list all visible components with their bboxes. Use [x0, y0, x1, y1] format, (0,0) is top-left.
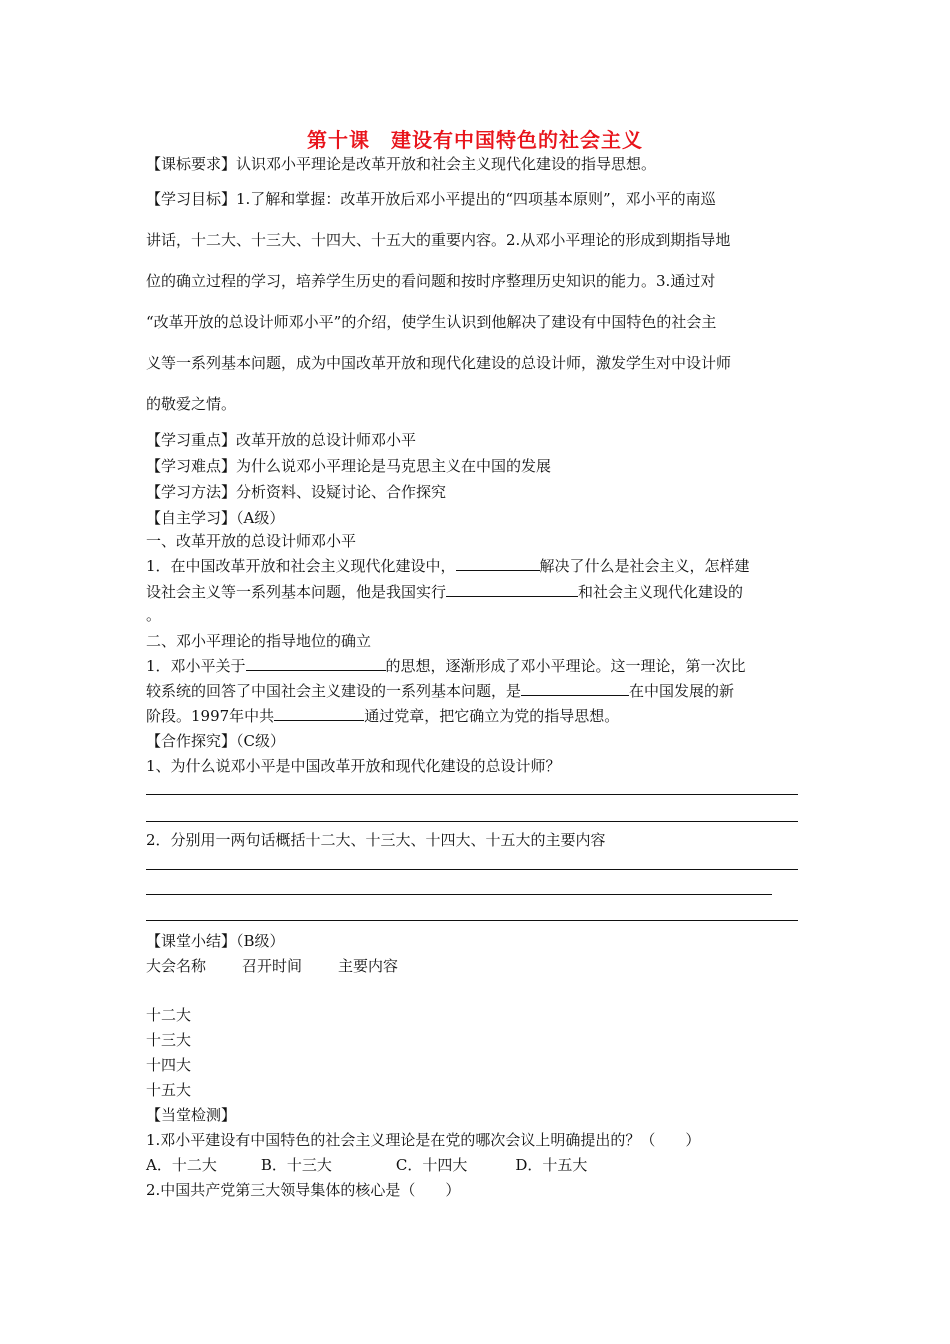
summary-row-1: 十二大: [146, 1006, 192, 1024]
coop-heading: 【合作探究】（C级）: [146, 732, 285, 750]
summary-row-2: 十三大: [146, 1031, 192, 1049]
section1-heading: 一、改革开放的总设计师邓小平: [146, 532, 357, 550]
answer-line-3[interactable]: [146, 869, 798, 870]
objectives-line-5: 义等一系列基本问题，成为中国改革开放和现代化建设的总设计师，激发学生对中设计师: [146, 354, 732, 372]
section2-line-2: [146, 680, 734, 701]
coop-question-1: 1、为什么说邓小平是中国改革开放和现代化建设的总设计师？: [146, 757, 561, 775]
fill-blank-5[interactable]: [274, 706, 364, 721]
objectives-line-3: 位的确立过程的学习，培养学生历史的看问题和按时序整理历史知识的能力。3.通过对: [146, 272, 716, 290]
summary-row-3: 十四大: [146, 1056, 192, 1074]
summary-col-content: 主要内容: [338, 957, 399, 975]
test-question-1: 1.邓小平建设有中国特色的社会主义理论是在党的哪次会议上明确提出的？（ ）: [146, 1131, 701, 1149]
fill-blank-2[interactable]: [446, 582, 578, 597]
section2-l3a: 阶段。1997年中共: [146, 707, 275, 725]
section1-line-2: [146, 581, 743, 602]
answer-line-5[interactable]: [146, 920, 798, 921]
section1-l2a: 设社会主义等一系列基本问题，他是我国实行: [146, 583, 447, 601]
summary-row-4: 十五大: [146, 1081, 192, 1099]
section2-l1a: 1．邓小平关于: [146, 657, 246, 675]
section2-l1b: 的思想，逐渐形成了邓小平理论。这一理论，第一次比: [385, 657, 746, 675]
section2-heading: 二、邓小平理论的指导地位的确立: [146, 632, 372, 650]
test-question-2: 2.中国共产党第三大领导集体的核心是（ ）: [146, 1181, 461, 1199]
study-difficulty: 【学习难点】为什么说邓小平理论是马克思主义在中国的发展: [146, 457, 552, 475]
test-options: [146, 1154, 587, 1175]
section2-l2a: 较系统的回答了中国社会主义建设的一系列基本问题，是: [146, 682, 522, 700]
summary-heading: 【课堂小结】（B级）: [146, 932, 285, 950]
objectives-line-4: “改革开放的总设计师邓小平”的介绍，使学生认识到他解决了建设有中国特色的社会主: [146, 313, 717, 331]
answer-line-2[interactable]: [146, 821, 798, 822]
summary-col-name: 大会名称: [146, 957, 207, 975]
answer-line-1[interactable]: [146, 794, 798, 795]
section1-l2b: 和社会主义现代化建设的: [578, 583, 744, 601]
course-requirement: 【课标要求】认识邓小平理论是改革开放和社会主义现代化建设的指导思想。: [146, 155, 657, 173]
section1-l1b: 解决了什么是社会主义，怎样建: [539, 557, 750, 575]
section1-line-3: 。: [146, 606, 162, 624]
option-b[interactable]: B．十三大: [260, 1156, 332, 1174]
option-d[interactable]: D．十五大: [515, 1156, 588, 1174]
option-c[interactable]: C．十四大: [395, 1156, 468, 1174]
coop-question-2: 2．分别用一两句话概括十二大、十三大、十四大、十五大的主要内容: [146, 831, 606, 849]
section2-line-3: [146, 705, 619, 726]
study-method: 【学习方法】分析资料、设疑讨论、合作探究: [146, 483, 447, 501]
study-focus: 【学习重点】改革开放的总设计师邓小平: [146, 431, 417, 449]
option-a[interactable]: A．十二大: [146, 1156, 217, 1174]
objectives-line-2: 讲话，十二大、十三大、十四大、十五大的重要内容。2.从邓小平理论的形成到期指导地: [146, 231, 731, 249]
summary-columns: [146, 955, 398, 976]
objectives-line-1: 【学习目标】1.了解和掌握：改革开放后邓小平提出的“四项基本原则”，邓小平的南巡: [146, 190, 716, 208]
section2-l3b: 通过党章，把它确立为党的指导思想。: [364, 707, 620, 725]
section2-line-1: [146, 655, 746, 676]
fill-blank-1[interactable]: [456, 556, 540, 571]
page-title: 第十课 建设有中国特色的社会主义: [307, 128, 643, 152]
objectives-line-6: 的敬爱之情。: [146, 395, 237, 413]
summary-col-time: 召开时间: [242, 957, 303, 975]
section1-l1a: 1．在中国改革开放和社会主义现代化建设中，: [146, 557, 456, 575]
fill-blank-4[interactable]: [521, 681, 629, 696]
test-heading: 【当堂检测】: [146, 1106, 237, 1124]
self-study-heading: 【自主学习】（A级）: [146, 509, 285, 527]
fill-blank-3[interactable]: [246, 656, 386, 671]
section1-line-1: [146, 555, 750, 576]
section2-l2b: 在中国发展的新: [629, 682, 735, 700]
answer-line-4[interactable]: [146, 894, 772, 895]
